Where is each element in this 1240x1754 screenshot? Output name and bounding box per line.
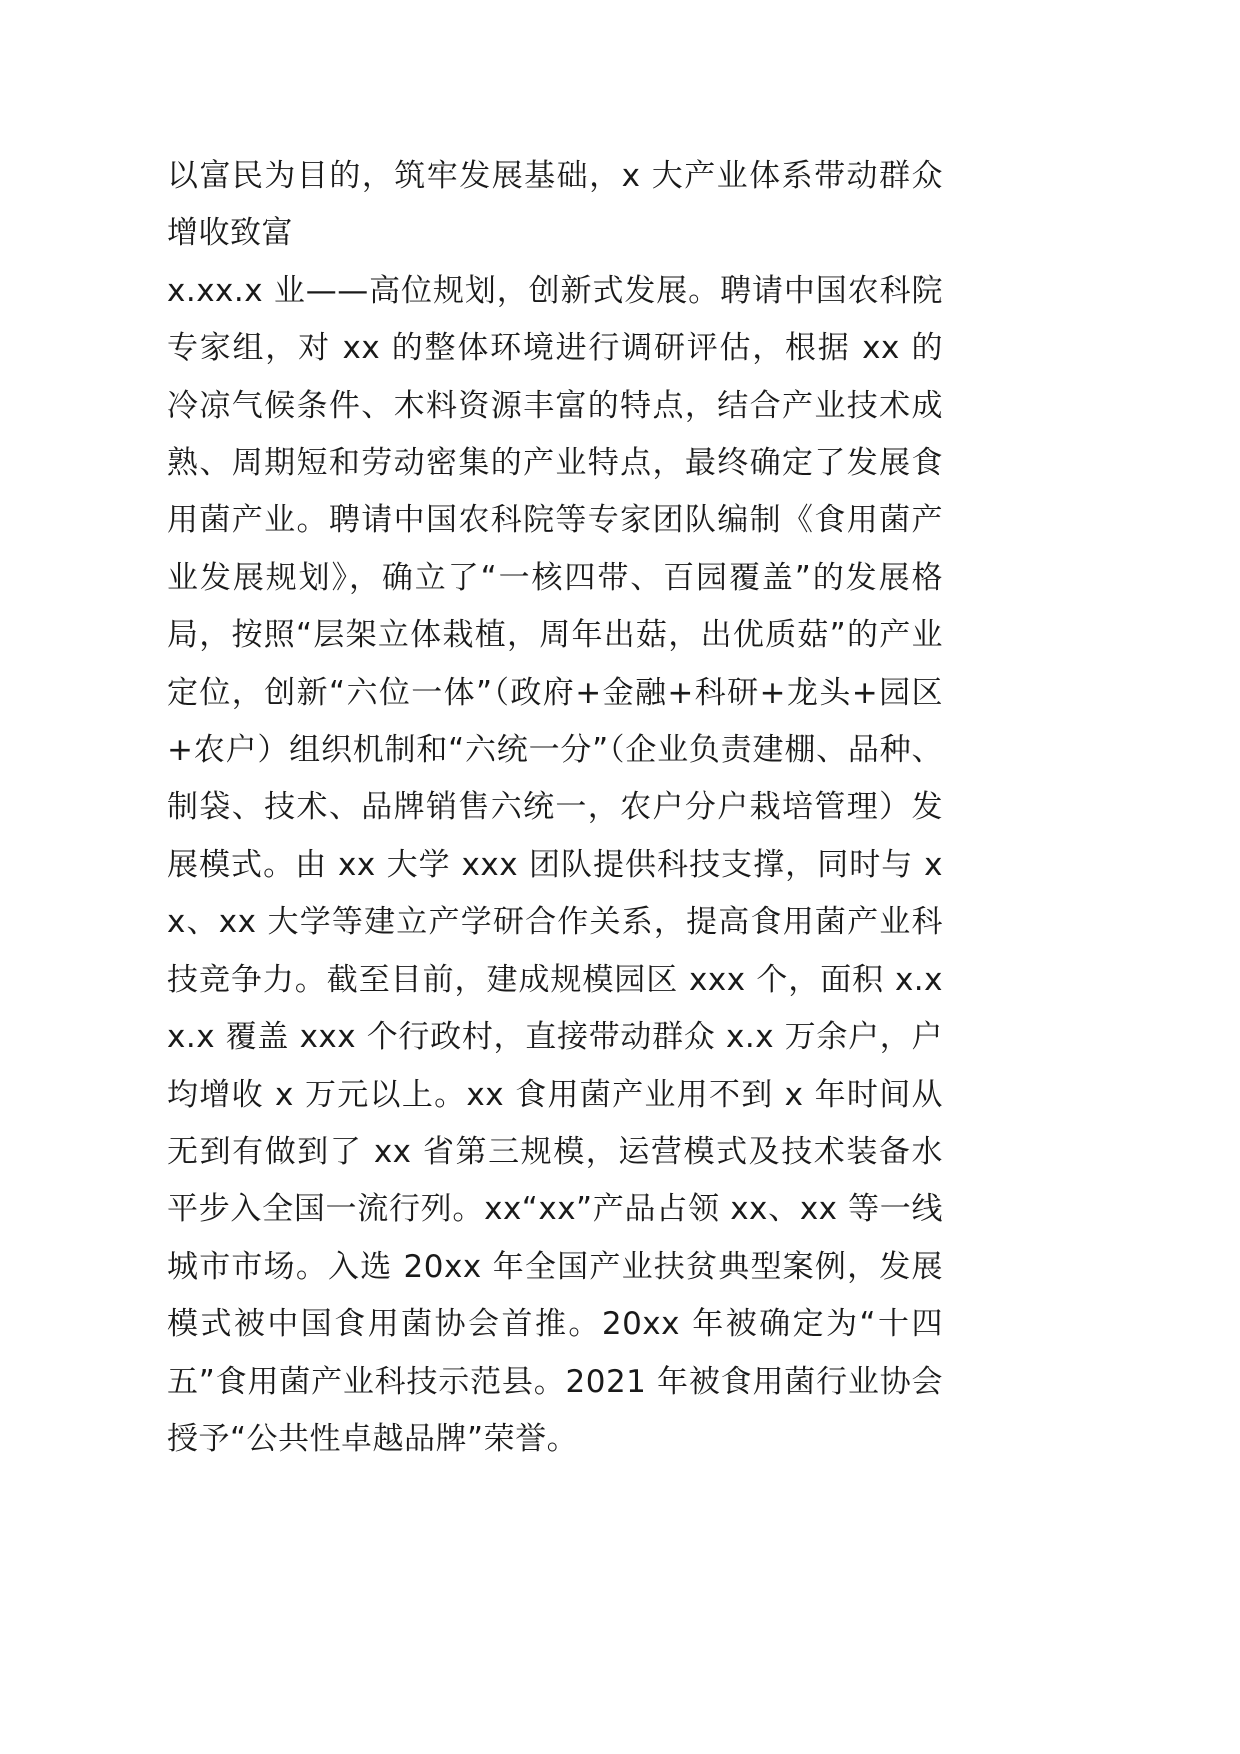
section-heading: 以富民为目的，筑牢发展基础，x 大产业体系带动群众增收致富 xyxy=(167,158,943,252)
body-paragraph: x.xx.x 业——高位规划，创新式发展。聘请中国农科院专家组，对 xx 的整体环境进行调研评估，根据 xx 的冷凉气候条件、木料资源丰富的特点，结合产业技术成熟、周期短和劳动密集的产业特点，最终确定了发展食用菌产业。聘请中国农科院等专家团队编制《食用菌产业发展规划》，确立了“一核四带、百园覆盖”的发展格局，按照“层架立体栽植，周年出菇，出优质菇”的产业定位，创新“六位一体”（政府+金融+科研+龙头+园区+农户）组织机制和“六统一分”（企业负责建棚、品种、制袋、技术、品牌销售六统一，农户分户栽培管理）发展模式。由 xx 大学 xxx 团队提供科技支撑，同时与 xx、xx 大学等建立产学研合作关系，提高食用菌产业科技竞争力。截至目前，建成规模园区 xxx 个，面积 x.xx.x 覆盖 xxx 个行政村，直接带动群众 x.x 万余户，户均增收 x 万元以上。xx 食用菌产业用不到 x 年时间从无到有做到了 xx 省第三规模，运营模式及技术装备水平步入全国一流行列。xx“xx”产品占领 xx、xx 等一线城市市场。入选 20xx 年全国产业扶贫典型案例，发展模式被中国食用菌协会首推。20xx 年被确定为“十四五”食用菌产业科技示范县。2021 年被食用菌行业协会授予“公共性卓越品牌”荣誉。 xyxy=(167,272,943,1457)
document-text xyxy=(167,148,943,1468)
